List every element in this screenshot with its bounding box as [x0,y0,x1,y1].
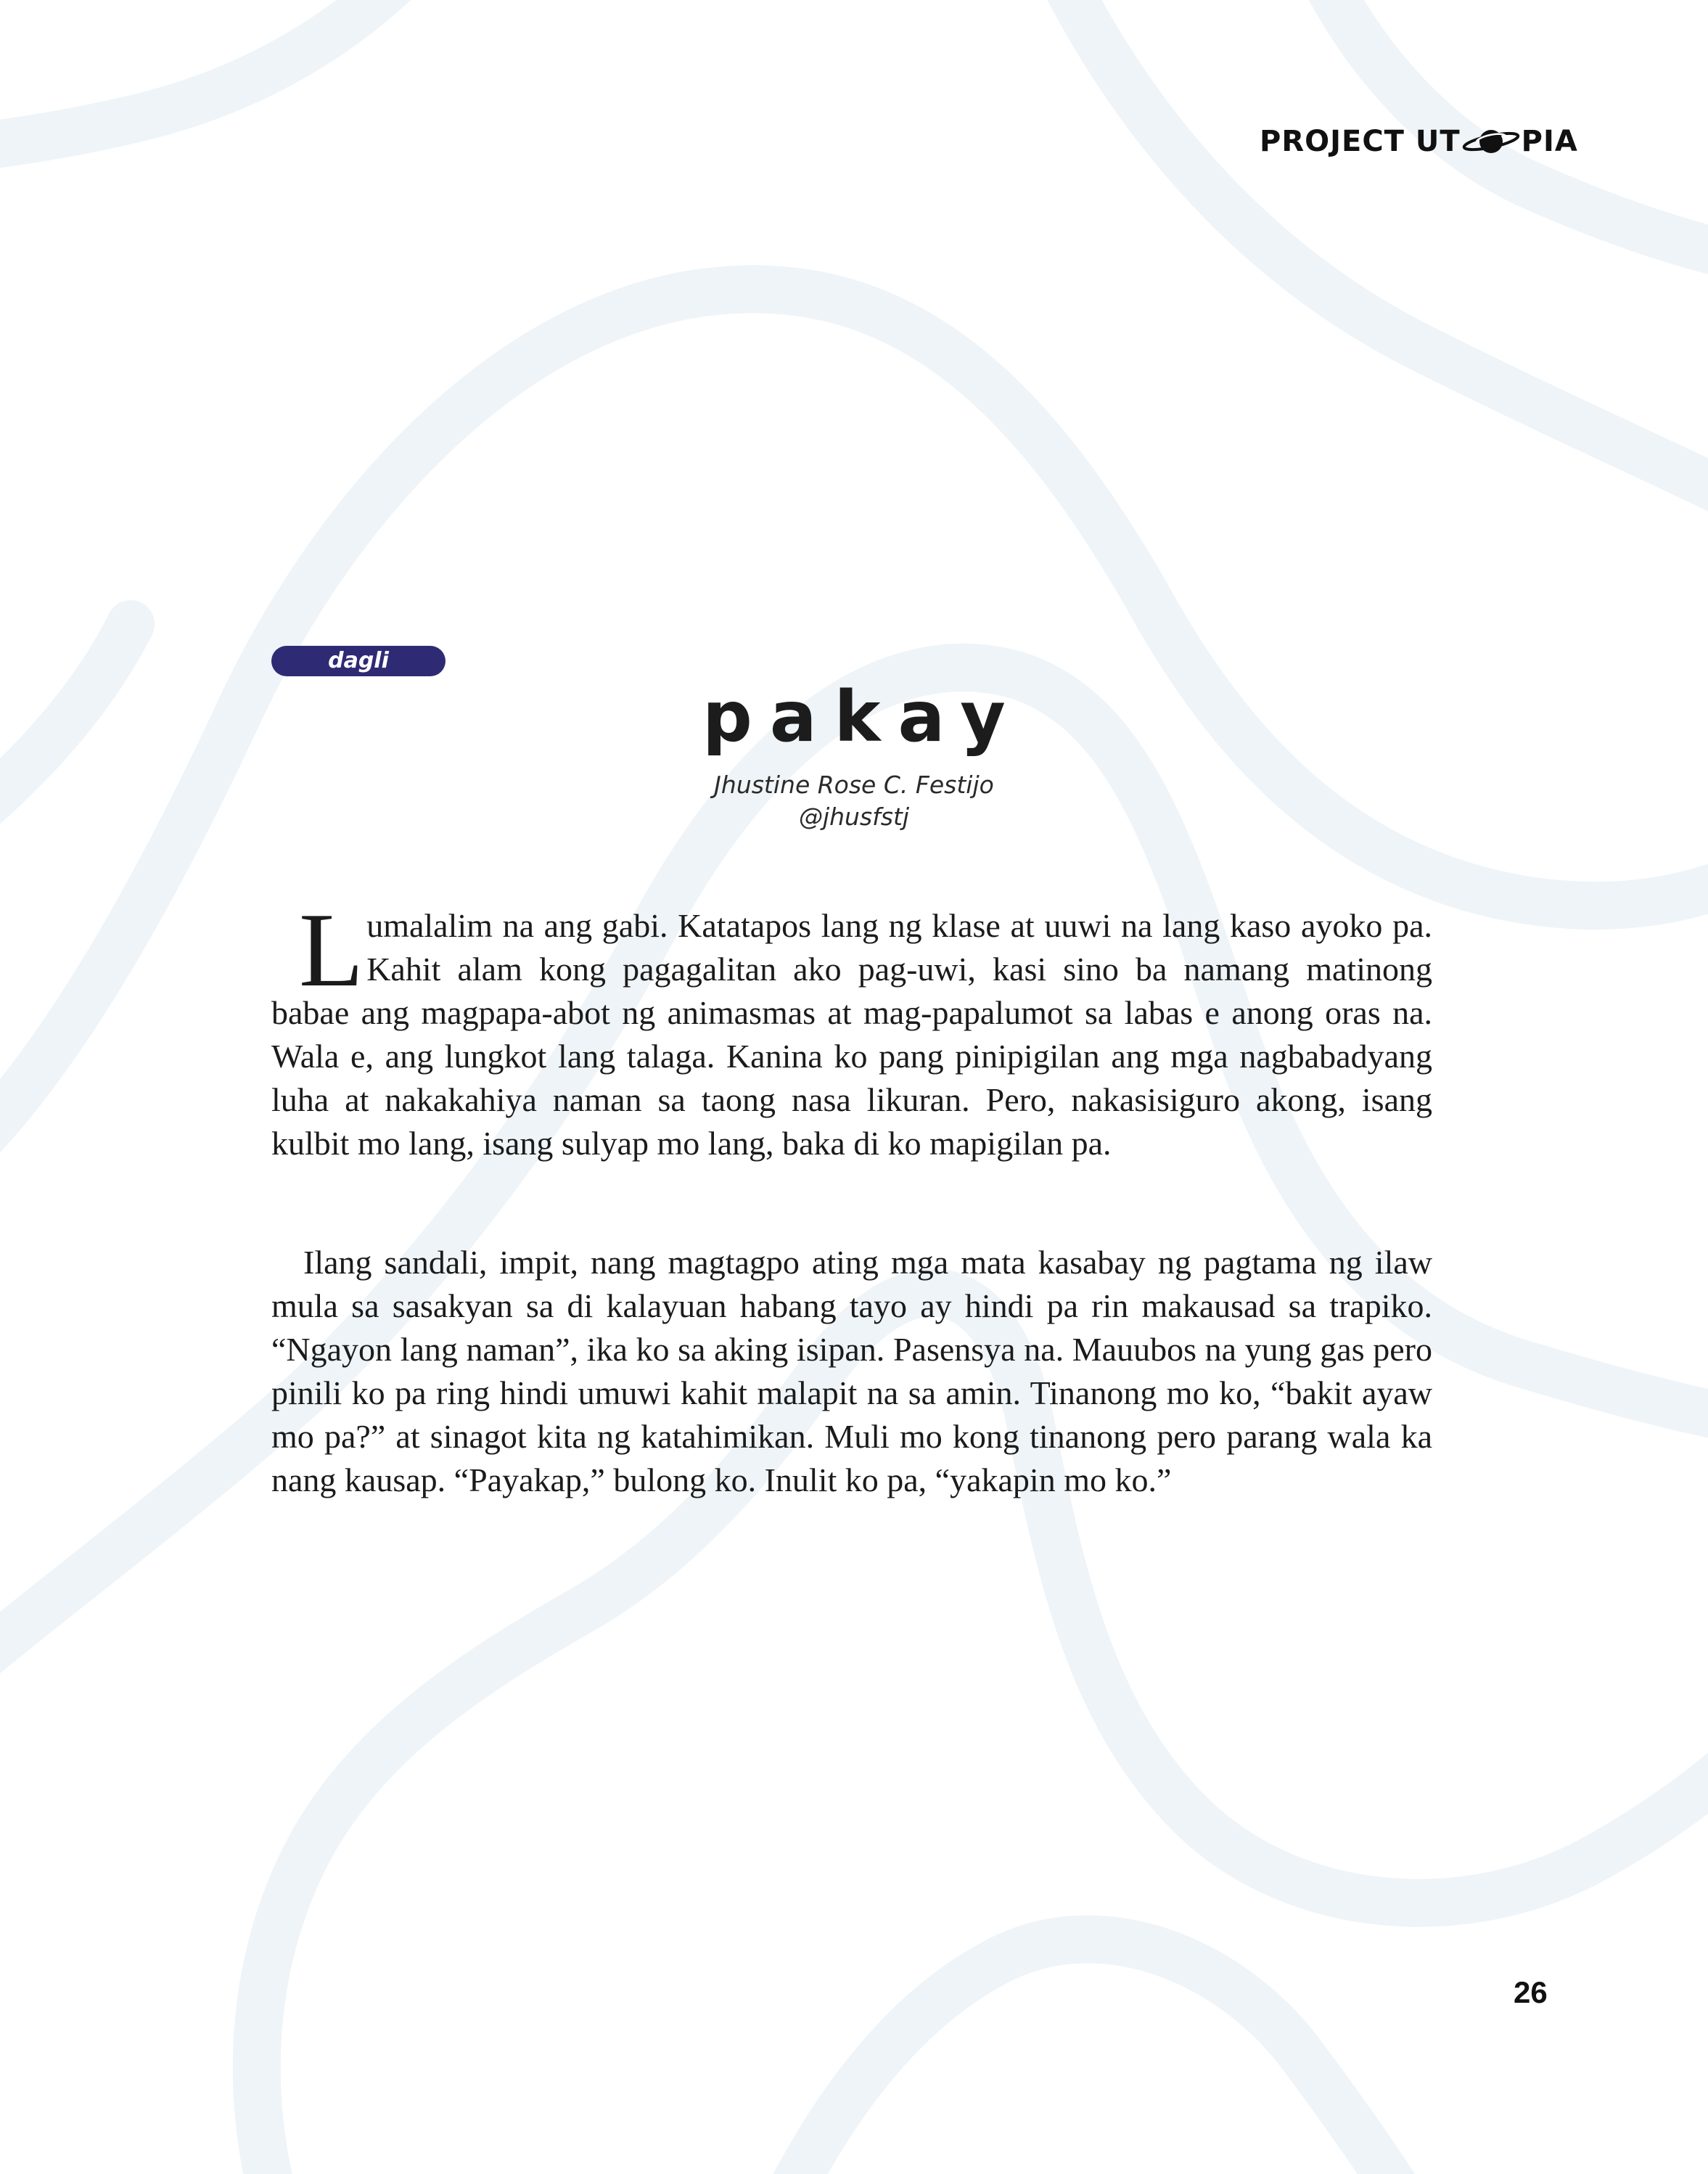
brand-text-start: PROJECT UT [1260,125,1461,158]
brand-logo [1260,123,1578,160]
author-handle: @jhusfstj [798,803,910,831]
paragraph-2: Ilang sandali, impit, nang magtagpo ating mga mata kasabay ng pagtama ng ilaw mula sa sasakyan sa di kalayuan habang tayo ay hindi pa rin makausad sa trapiko. “Ngayon lang naman”, ika ko sa aking isipan. Pasensya na. Mauubos na yung gas pero pinili ko pa ring hindi umuwi kahit malapit na sa amin. Tinanong mo ko, “bakit ayaw mo pa?” at sinagot kita ng katahimikan. Muli mo kong tinanong pero parang wala ka nang kausap. “Payakap,” bulong ko. Inulit ko pa, “yakapin mo ko.” [271,1244,1432,1498]
page-number: 26 [1514,1975,1548,2009]
category-tag: dagli [271,646,446,676]
planet-icon [1462,126,1520,157]
paragraph-1 [271,891,1432,1165]
paragraph-1-text: umalalim na ang gabi. Katatapos lang ng klase at uuwi na lang kaso ayoko pa. Kahit alam kong pagagalitan ako pag-uwi, kasi sino ba namang matinong babae ang magpapa-abot ng animasmas at mag-papalumot sa labas e anong oras na. Wala e, ang lungkot lang talaga. Kanina ko pang pinipigilan ang mga nagbabadyang luha at nakakahiya naman sa taong nasa likuran. Pero, nakasisiguro akong, isang kulbit mo lang, isang sulyap mo lang, baka di ko mapigilan pa. [271,907,1432,1162]
story-title: pakay [702,676,1023,758]
drop-cap: L [299,891,364,1009]
author-name: Jhustine Rose C. Festijo [714,771,994,799]
brand-text-end: PIA [1521,125,1578,158]
